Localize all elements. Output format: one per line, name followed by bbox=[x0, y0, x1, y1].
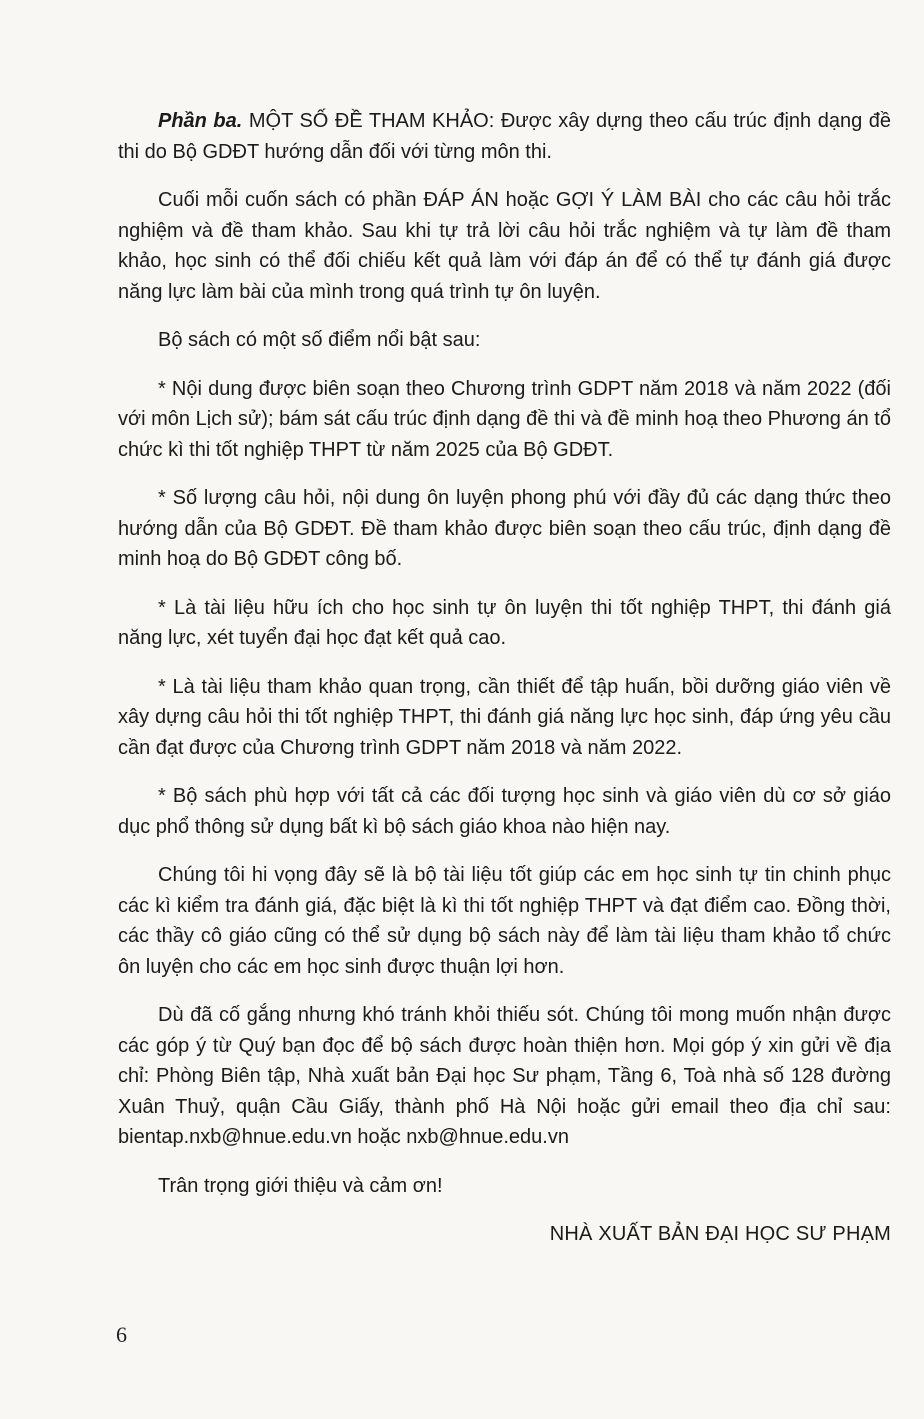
paragraph-thanks: Trân trọng giới thiệu và cảm ơn! bbox=[158, 1174, 443, 1197]
intro-lead-text: MỘT SỐ ĐỀ THAM KHẢO: Được xây dựng theo cấu trúc định dạng đề thi do Bộ GDĐT hướng dẫn đối với từng môn thi. bbox=[118, 110, 891, 163]
intro-lead-label: Phần ba. bbox=[158, 110, 243, 132]
bullet-suitability: * Bộ sách phù hợp với tất cả các đối tượng học sinh và giáo viên dù cơ sở giáo dục phổ thông sử dụng bất kì bộ sách giáo khoa nào hiện nay. bbox=[118, 785, 891, 838]
bullet-curriculum: * Nội dung được biên soạn theo Chương trình GDPT năm 2018 và năm 2022 (đối với môn Lịch sử); bám sát cấu trúc định dạng đề thi và đề minh hoạ theo Phương án tổ chức kì thi tốt nghiệp THPT từ năm 2025 của Bộ GDĐT. bbox=[118, 377, 891, 461]
bullet-question-variety: * Số lượng câu hỏi, nội dung ôn luyện phong phú với đầy đủ các dạng thức theo hướng dẫn của Bộ GDĐT. Đề tham khảo được biên soạn theo cấu trúc, định dạng đề minh hoạ do Bộ GDĐT công bố. bbox=[118, 487, 891, 570]
publisher-signature: NHÀ XUẤT BẢN ĐẠI HỌC SƯ PHẠM bbox=[549, 1223, 891, 1245]
page-content bbox=[118, 106, 891, 1249]
intro-paragraph bbox=[118, 106, 891, 167]
paragraph-hope: Chúng tôi hi vọng đây sẽ là bộ tài liệu tốt giúp các em học sinh tự tin chinh phục các kì kiểm tra đánh giá, đặc biệt là kì thi tốt nghiệp THPT và đạt điểm cao. Đồng thời, các thầy cô giáo cũng có thể sử dụng bộ sách này để làm tài liệu tham khảo tổ chức ôn luyện cho các em học sinh được thuận lợi hơn. bbox=[118, 864, 891, 978]
bullet-teacher-reference: * Là tài liệu tham khảo quan trọng, cần thiết để tập huấn, bồi dưỡng giáo viên về xây dựng câu hỏi thi tốt nghiệp THPT, thi đánh giá năng lực học sinh, đáp ứng yêu cầu cần đạt được của Chương trình GDPT năm 2018 và năm 2022. bbox=[118, 675, 891, 759]
paragraph-feedback: Dù đã cố gắng nhưng khó tránh khỏi thiếu sót. Chúng tôi mong muốn nhận được các góp ý từ Quý bạn đọc để bộ sách được hoàn thiện hơn. Mọi góp ý xin gửi về địa chỉ: Phòng Biên tập, Nhà xuất bản Đại học Sư phạm, Tầng 6, Toà nhà số 128 đường Xuân Thuỷ, quận Cầu Giấy, thành phố Hà Nội hoặc gửi email theo địa chỉ sau: bientap.nxb@hnue.edu.vn hoặc nxb@hnue.edu.vn bbox=[118, 1004, 891, 1148]
bullet-self-study: * Là tài liệu hữu ích cho học sinh tự ôn luyện thi tốt nghiệp THPT, thi đánh giá năng lực, xét tuyển đại học đạt kết quả cao. bbox=[118, 596, 891, 649]
paragraph-highlights-intro: Bộ sách có một số điểm nổi bật sau: bbox=[158, 329, 481, 351]
page-number: 6 bbox=[116, 1322, 127, 1347]
paragraph-answers: Cuối mỗi cuốn sách có phần ĐÁP ÁN hoặc GỢI Ý LÀM BÀI cho các câu hỏi trắc nghiệm và đề tham khảo. Sau khi tự trả lời câu hỏi trắc nghiệm và tự làm đề tham khảo, học sinh có thể đối chiếu kết quả làm với đáp án để có thể tự đánh giá được năng lực làm bài của mình trong quá trình tự ôn luyện. bbox=[118, 189, 891, 303]
